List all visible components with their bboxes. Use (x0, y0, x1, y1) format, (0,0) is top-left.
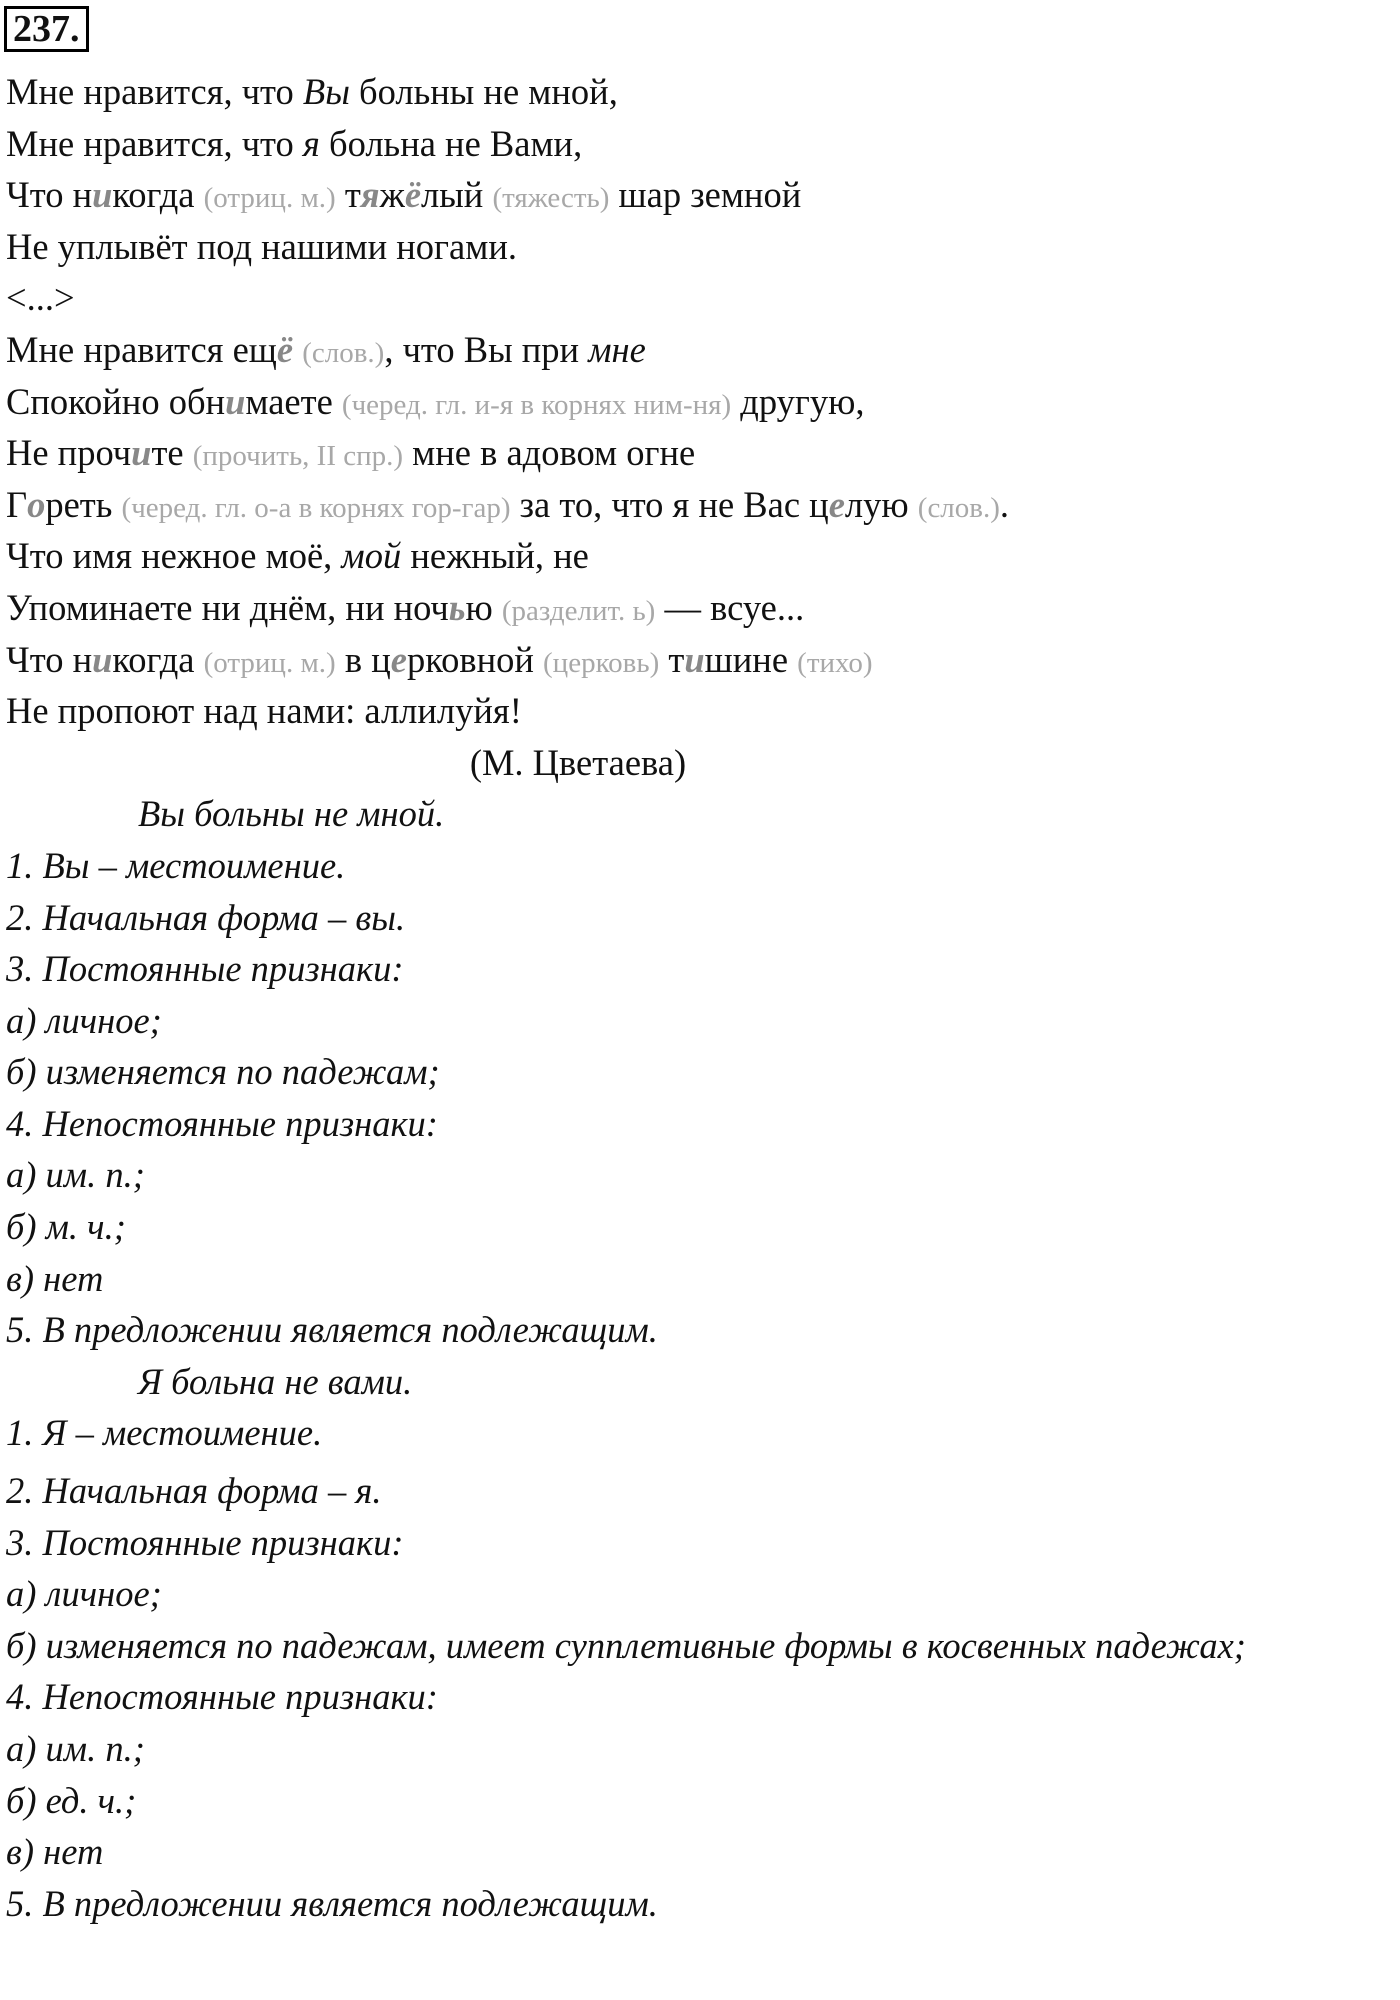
analysis-line: 2. Начальная форма – вы. (6, 896, 406, 938)
poem-line: Не уплывёт под нашими ногами. (6, 225, 517, 267)
poem-line: Что никогда (отриц. м.) в церковной (церковь) тишине (тихо) (6, 638, 873, 680)
analysis-line: 4. Непостоянные признаки: (6, 1676, 438, 1718)
analysis-heading: Я больна не вами. (138, 1360, 413, 1402)
poem-line: Мне нравится ещё (слов.), что Вы при мне (6, 328, 646, 370)
poem-line: Упоминаете ни днём, ни ночью (разделит. ь) — всуе... (6, 586, 805, 628)
analysis-heading: Вы больны не мной. (138, 793, 445, 835)
poem-line: Что имя нежное моё, мой нежный, не (6, 535, 589, 577)
exercise-number: 237. (4, 6, 89, 52)
poem-line: Спокойно обнимаете (черед. гл. и-я в корнях ним-ня) другую, (6, 380, 865, 422)
poem-line: Не пропоют над нами: аллилуйя! (6, 690, 522, 732)
poem (6, 66, 1380, 788)
analysis-line: а) личное; (6, 999, 162, 1041)
analysis-line: 3. Постоянные признаки: (6, 1521, 404, 1563)
poem-ellipsis: <...> (6, 277, 75, 319)
poem-line: Не прочите (прочить, II спр.) мне в адовом огне (6, 432, 696, 474)
poem-line: Мне нравится, что я больна не Вами, (6, 122, 583, 164)
analysis-line: в) нет (6, 1831, 104, 1873)
analysis-line: 2. Начальная форма – я. (6, 1470, 382, 1512)
analysis-section-1 (6, 788, 1380, 1356)
analysis-line: а) личное; (6, 1573, 162, 1615)
poem-line: Гореть (черед. гл. о-а в корнях гор-гар) за то, что я не Вас целую (слов.). (6, 483, 1010, 525)
analysis-line: б) ед. ч.; (6, 1779, 137, 1821)
poem-line: Мне нравится, что Вы больны не мной, (6, 71, 618, 112)
analysis-line: 1. Вы – местоимение. (6, 844, 346, 886)
poem-line: Что никогда (отриц. м.) тяжёлый (тяжесть) шар земной (6, 174, 802, 216)
analysis-line: б) м. ч.; (6, 1206, 126, 1248)
analysis-line: в) нет (6, 1257, 104, 1299)
poem-author: (М. Цветаева) (469, 741, 687, 783)
document-body (6, 66, 1380, 1929)
analysis-section-2 (6, 1356, 1380, 1930)
analysis-line: а) им. п.; (6, 1154, 145, 1196)
analysis-line: 4. Непостоянные признаки: (6, 1102, 438, 1144)
analysis-line: а) им. п.; (6, 1728, 145, 1769)
analysis-line: 5. В предложении является подлежащим. (6, 1309, 658, 1351)
analysis-line: 3. Постоянные признаки: (6, 948, 404, 990)
analysis-line: б) изменяется по падежам, имеет супплетивные формы в косвенных падежах; (6, 1624, 1246, 1666)
analysis-line: 5. В предложении является подлежащим. (6, 1882, 658, 1924)
analysis-line: 1. Я – местоимение. (6, 1412, 323, 1454)
analysis-line: б) изменяется по падежам; (6, 1051, 440, 1093)
